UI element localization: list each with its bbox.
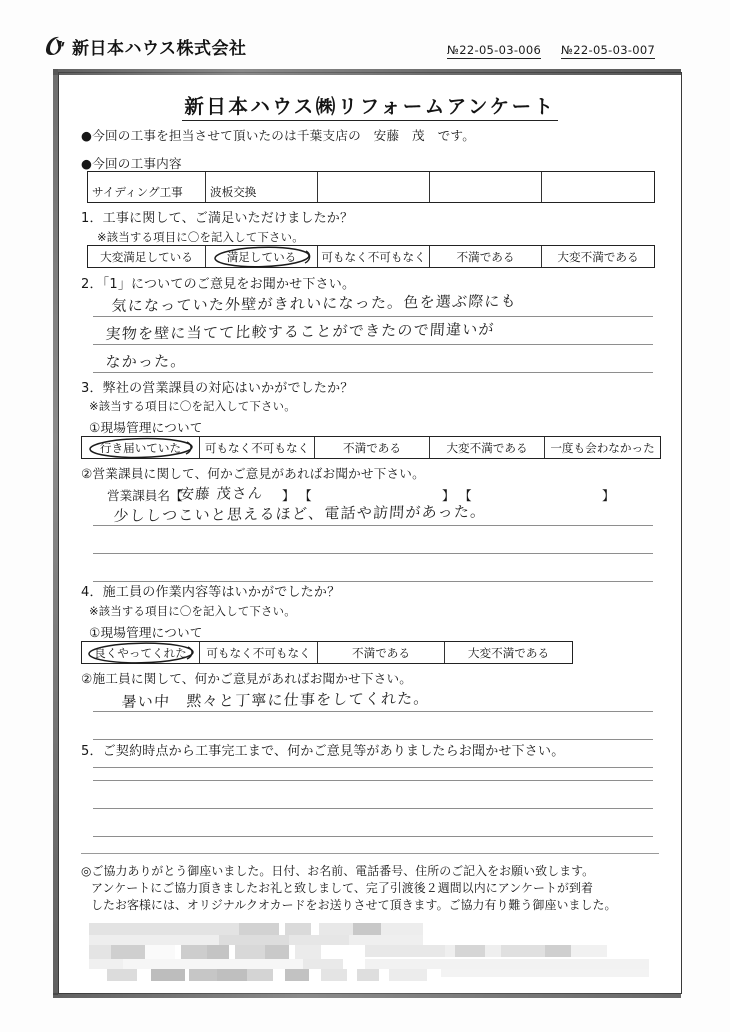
footer-note-line-3: したお客様には、オリジナルクオカードをお送りさせて頂きます。ご協力有り難う御座いました。 xyxy=(91,898,617,912)
answer-rule xyxy=(93,808,653,809)
company-logo xyxy=(42,34,247,59)
question-1-note: ※該当する項目に〇を記入して下さい。 xyxy=(97,230,304,244)
q1-option-2[interactable]: 可もなく不可もなく xyxy=(318,246,430,267)
question-4-answer-line: 暑い中 黙々と丁寧に仕事をしてくれた。 xyxy=(121,689,431,712)
q1-option-3[interactable]: 不満である xyxy=(430,246,542,267)
question-1-heading: 1．工事に関して、ご満足いただけましたか？ xyxy=(81,211,354,226)
q4-option-2[interactable]: 不満である xyxy=(318,642,445,663)
page-title-text: 新日本ハウス㈱リフォームアンケート xyxy=(182,95,557,121)
work-content-cell xyxy=(542,172,654,202)
question-3-sub-heading: ①現場管理について xyxy=(89,420,203,435)
footer-note-line-2: アンケートにご協力頂きましたお礼と致しまして、完了引渡後２週間以内にアンケートが到着 xyxy=(91,881,593,895)
document-number-right: №22-05-03-007 xyxy=(561,43,656,57)
question-2-heading: 2．「1」についてのご意見をお聞かせ下さい。 xyxy=(81,277,356,292)
company-name: 新日本ハウス株式会社 xyxy=(72,39,247,59)
answer-rule xyxy=(93,836,653,837)
answer-rule xyxy=(93,372,653,373)
sales-staff-name-2-open[interactable]: 【 xyxy=(299,488,312,503)
work-content-cell: 波板交換 xyxy=(206,172,318,202)
footer-divider xyxy=(81,853,659,854)
work-content-table xyxy=(87,171,655,203)
sales-staff-name-3-open[interactable]: 【 xyxy=(459,488,472,503)
question-2-answer-line: 実物を壁に当てて比較することができたので間違いが xyxy=(105,320,496,344)
q4-option-3[interactable]: 大変不満である xyxy=(467,645,550,660)
q3-option-1[interactable]: 可もなく不可もなく xyxy=(200,437,315,458)
q4-option-1[interactable]: 可もなく不可もなく xyxy=(200,642,318,663)
question-3-note: ※該当する項目に〇を記入して下さい。 xyxy=(89,399,296,413)
question-4-rating-table xyxy=(81,641,573,664)
question-4-comment-heading: ②施工員に関して、何かご意見があればお聞かせ下さい。 xyxy=(81,671,413,686)
document-number-left: №22-05-03-006 xyxy=(447,43,542,57)
answer-rule xyxy=(93,316,653,317)
sales-staff-name-field[interactable] xyxy=(107,485,183,504)
question-3-rating-table xyxy=(81,436,661,459)
q4-option-0-label: 良くやってくれた xyxy=(94,645,187,660)
sales-staff-name-2-close: 】 xyxy=(442,488,455,503)
question-1-rating-table xyxy=(87,245,655,268)
answer-rule xyxy=(93,553,653,554)
question-5-heading: 5．ご契約時点から工事完工まで、何かご意見等がありましたらお聞かせ下さい。 xyxy=(81,744,565,759)
q1-option-1-label: 満足している xyxy=(226,249,297,264)
q3-option-0[interactable] xyxy=(82,437,200,458)
answer-rule xyxy=(93,780,653,781)
question-4-sub-heading: ①現場管理について xyxy=(89,625,203,640)
q1-option-1[interactable] xyxy=(206,246,318,267)
q3-option-0-label: 行き届いていた xyxy=(99,440,182,455)
page-title xyxy=(59,91,681,119)
sales-staff-name-bracket-close: 】 xyxy=(282,488,295,503)
footer-note-line-1: ◎ご協力ありがとう御座いました。日付、お名前、電話番号、住所のご記入をお願い致します。 xyxy=(81,864,595,878)
q1-option-4[interactable]: 大変不満である xyxy=(557,249,639,264)
q4-option-0[interactable] xyxy=(82,642,200,663)
q3-option-2[interactable]: 不満である xyxy=(315,437,430,458)
question-4-heading: 4．施工員の作業内容等はいかがでしたか？ xyxy=(81,585,341,600)
document-header xyxy=(42,34,692,68)
intro-line: ●今回の工事を担当させて頂いたのは千葉支店の 安藤 茂 です。 xyxy=(81,128,475,143)
answer-rule xyxy=(93,767,653,768)
work-content-cell xyxy=(318,172,430,202)
sales-staff-name-value: 安藤 茂さん xyxy=(179,485,264,504)
form-frame xyxy=(58,72,682,994)
question-3-comment-heading: ②営業課員に関して、何かご意見があればお聞かせ下さい。 xyxy=(81,466,425,481)
question-3-heading: 3．弊社の営業課員の対応はいかがでしたか？ xyxy=(81,381,354,396)
redacted-personal-info xyxy=(89,923,649,981)
question-2-answer-line: 気になっていた外壁がきれいになった。色を選ぶ際にも xyxy=(111,292,518,316)
q3-option-4[interactable]: 一度も会わなかった xyxy=(550,440,655,455)
work-content-cell: サイディング工事 xyxy=(88,172,206,202)
work-content-cell xyxy=(430,172,542,202)
question-2-answer-line: なかった。 xyxy=(105,352,188,372)
company-logo-mark-icon xyxy=(42,34,67,59)
q3-option-3[interactable]: 大変不満である xyxy=(430,437,545,458)
question-4-note: ※該当する項目に〇を記入して下さい。 xyxy=(89,604,296,618)
question-3-answer-line: 少ししつこいと思えるほど、電話や訪問があった。 xyxy=(113,502,487,526)
work-content-label: ●今回の工事内容 xyxy=(81,156,182,171)
answer-rule xyxy=(93,344,653,345)
q1-option-0[interactable]: 大変満足している xyxy=(88,246,206,267)
sales-staff-name-label: 営業課員名【 xyxy=(107,488,183,503)
sales-staff-name-3-close: 】 xyxy=(602,488,615,503)
